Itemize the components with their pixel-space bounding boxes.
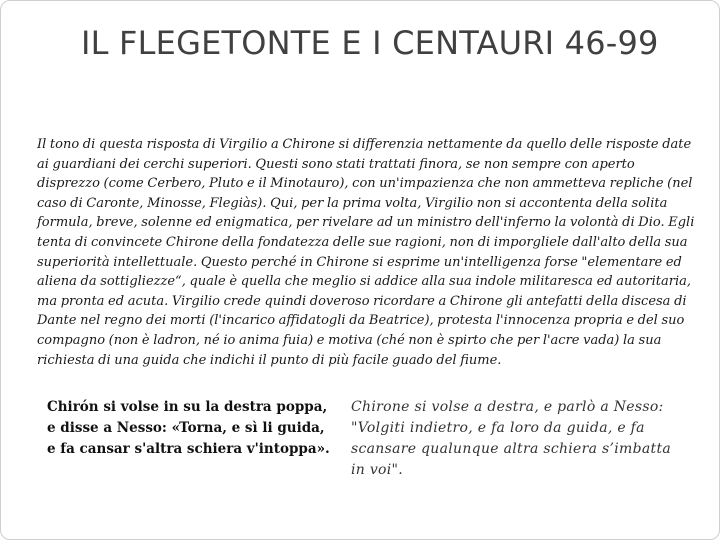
verse-line-3: e fa cansar s'altra schiera v'intoppa». [47, 441, 330, 457]
commentary-paragraph: Il tono di questa risposta di Virgilio a Chirone si differenzia nettamente da quello delle risposte date ai guardiani dei cerchi superiori. Questi sono stati trattati finora, se non sempre con aperto disprezzo (come Cerbero, Pluto e il Minotauro), con un'impazienza che non ammetteva repliche (nel caso di Caronte, Minosse, Flegiàs). Qui, per la prima volta, Virgilio non si accontenta della solita formula, breve, solenne ed enigmatica, per rivelare ad un ministro dell'inferno la volontà di Dio. Egli tenta di convincete Chirone della fondatezza delle sue ragioni, non di imporgliele dall'alto della sua superiorità intellettuale. Questo perché in Chirone si esprime un'intelligenza forse "elementare ed aliena da sottigliezze“, quale è quella che meglio si addice alla sua indole militaresca ed autoritaria, ma pronta ed acuta. Virgilio crede quindi doveroso ricordare a Chirone gli antefatti della discesa di Dante nel regno dei morti (l'incarico affidatogli da Beatrice), protesta l'innocenza propria e del suo compagno (non è ladron, né io anima fuia) e motiva (ché non è spirto che per l'acre vada) la sua richiesta di una guida che indichi il punto di più facile guado del fiume. [37, 137, 695, 368]
verses-translation: Chirone si volse a destra, e parlò a Nesso: "Volgiti indietro, e fa loro da guida, e fa scansare qualunque altra schiera s’imbatta in voi". [351, 399, 672, 478]
verse-line-2: e disse a Nesso: «Torna, e sì li guida, [47, 420, 325, 436]
verse-line-1: Chirón si volse in su la destra poppa, [47, 399, 328, 415]
slide-title: IL FLEGETONTE E I CENTAURI 46-99 [81, 24, 659, 62]
verses-original [47, 397, 347, 460]
